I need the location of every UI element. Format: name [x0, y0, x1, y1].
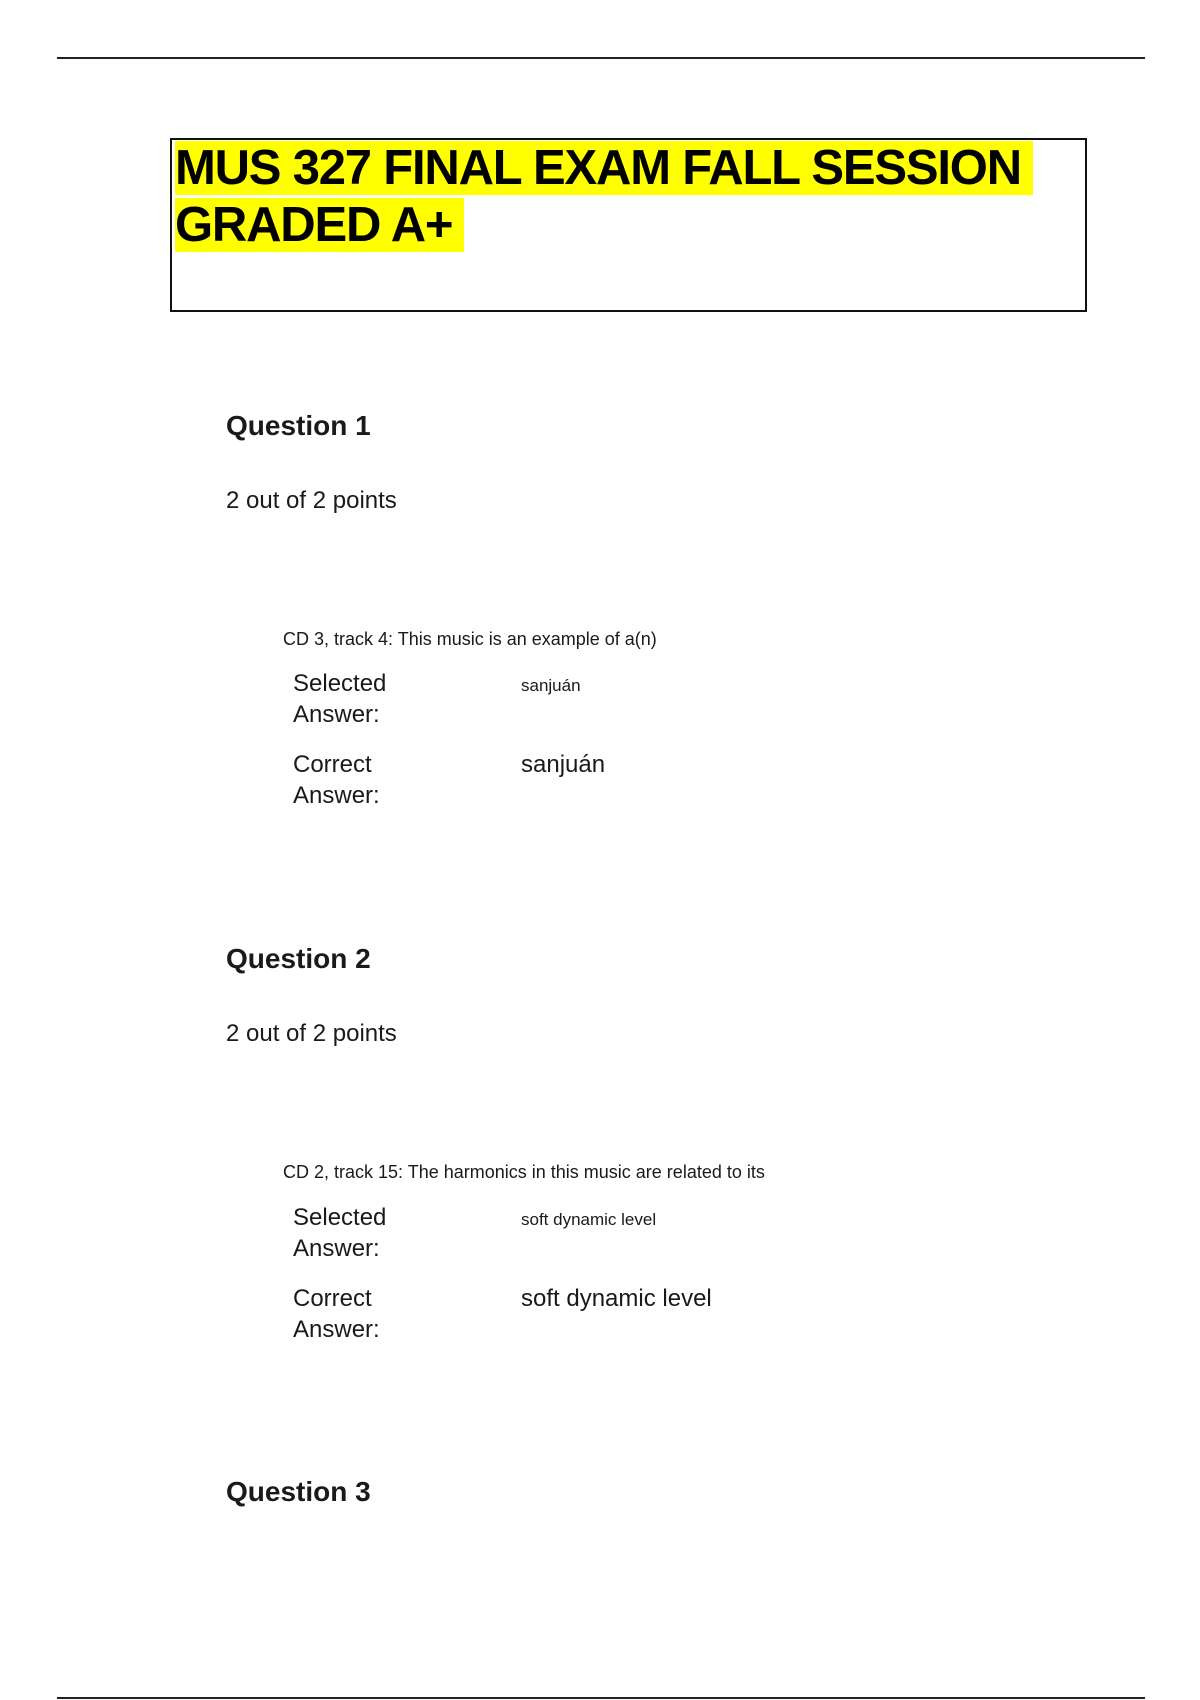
selected-answer: soft dynamic level	[521, 1210, 657, 1229]
question-heading: Question 2	[226, 943, 371, 974]
selected-answer: sanjuán	[521, 676, 581, 695]
question-text: CD 3, track 4: This music is an example of a(n)	[283, 629, 657, 649]
document-title	[175, 140, 1033, 254]
correct-answer-label: Correct Answer:	[293, 1285, 380, 1343]
question-text: CD 2, track 15: The harmonics in this music are related to its	[283, 1162, 765, 1182]
title-line-2: GRADED A+	[175, 198, 464, 252]
question-heading: Question 1	[226, 410, 371, 441]
correct-answer: soft dynamic level	[521, 1285, 712, 1312]
top-rule	[57, 57, 1145, 59]
question-points: 2 out of 2 points	[226, 1020, 397, 1047]
correct-answer: sanjuán	[521, 751, 606, 778]
selected-answer-label: Selected Answer:	[293, 670, 387, 728]
question-heading: Question 3	[226, 1476, 371, 1507]
title-line-1: MUS 327 FINAL EXAM FALL SESSION	[175, 141, 1033, 195]
question-points: 2 out of 2 points	[226, 487, 397, 514]
title-box	[170, 138, 1087, 312]
bottom-rule	[57, 1697, 1145, 1699]
correct-answer-label: Correct Answer:	[293, 751, 380, 809]
selected-answer-label: Selected Answer:	[293, 1204, 387, 1262]
